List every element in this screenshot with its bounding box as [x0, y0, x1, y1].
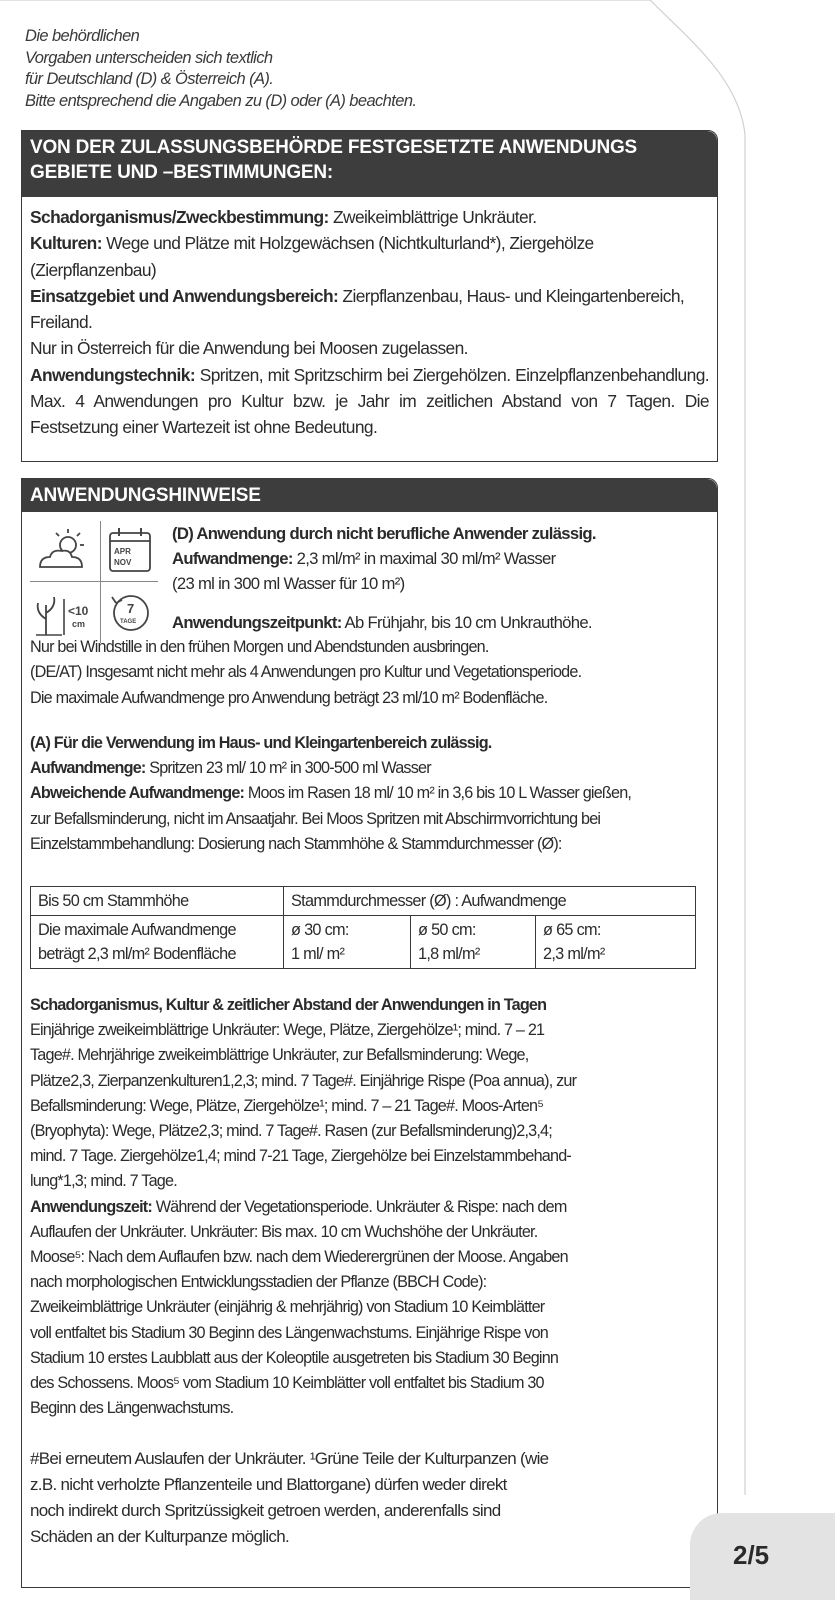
- section-approved-uses: [21, 130, 718, 462]
- a-usage-block: (A) Für die Verwendung im Haus- und Kleingartenbereich zulässig. Aufwandmenge: Spritzen 23 ml/ 10 m² in 300-500 ml Wasser Abweichende Aufwandmenge: Moos im Rasen 18 ml/ 10 m² in 3,6 bis 10 L Wasser gießen, zur Befallsminderung, nicht im Ansaatjahr. Bei Moos Spritzen mit Abschirmvorrichtung bei Einzelstammbehandlung: Dosierung nach Stammhöhe & Stammdurchmesser (Ø):: [30, 734, 632, 853]
- interval-unit: TAGE: [120, 619, 137, 625]
- height-value: <10: [68, 604, 89, 618]
- table-cell: ø 50 cm: 1,8 ml/m²: [411, 916, 536, 969]
- table-row: [31, 916, 696, 969]
- height-unit: cm: [72, 619, 86, 629]
- interval-value: 7: [127, 601, 135, 616]
- section-body: [22, 197, 717, 441]
- d-usage-block: (D) Anwendung durch nicht berufliche Anwender zulässig. Aufwandmenge: 2,3 ml/m² in maximal 30 ml/m² Wasser (23 ml in 300 ml Wasser für 10 m²): [172, 524, 596, 594]
- section-heading: ANWENDUNGSHINWEISE: [22, 479, 717, 512]
- intro-line: für Deutschland (D) & Österreich (A).: [25, 70, 274, 88]
- calendar-end: NOV: [114, 558, 132, 567]
- einsatz-paragraph: Einsatzgebiet und Anwendungsbereich: Zierpflanzenbau, Haus- und Kleingartenbereich, Freiland.: [30, 285, 685, 333]
- intro-line: Die behördlichen: [25, 27, 140, 45]
- section-heading: VON DER ZULASSUNGSBEHÖRDE FESTGESETZTE ANWENDUNGS GEBIETE UND –BESTIMMUNGEN:: [22, 131, 717, 197]
- page-number: 2/5: [733, 1540, 770, 1570]
- schad-block: Schadorganismus, Kultur & zeitlicher Abstand der Anwendungen in Tagen Einjährige zweikeimblättrige Unkräuter: Wege, Plätze, Ziergehölze¹; mind. 7 – 21 Tage#. Mehrjährige zweikeimblättrige Unkräuter, zur Befallsminderung: Wege, Plätze2,3, Zierpanzenkulturen1,2,3; mind. 7 Tage#. Einjährige Rispe (Poa annua), zur Befallsminderung: Wege, Plätze, Ziergehölze¹; mind. 7 – 21 Tage#. Moos-Arten⁵ (Bryophyta): Wege, Plätze2,3; mind. 7 Tage#. Rasen (zur Befallsminderung)2,3,4; mind. 7 Tage. Ziergehölze1,4; mind 7-21 Tage, Ziergehölze bei Einzelstammbehand- lung*1,3; mind. 7 Tage. Anwendungszeit: Während der Vegetationsperiode. Unkräuter & Rispe: nach dem Auflaufen der Unkräuter. Unkräuter: Bis max. 10 cm Wuchshöhe der Unkräuter. Moose⁵: Nach dem Auflaufen bzw. nach dem Wiederergrünen der Moose. Angaben nach morphologischen Entwicklungsstadien der Pflanze (BBCH Code): Zweikeimblättrige Unkräuter (einjährig & mehrjährig) von Stadium 10 Keimblätter voll entfaltet bis Stadium 30 Beginn des Längenwachstums. Einjährige Rispe von Stadium 10 erstes Laubblatt aus der Koleoptile ausgetreten bis Stadium 30 Beginn des Schossens. Moos⁵ vom Stadium 10 Keimblätter voll entfaltet bis Stadium 30 Beginn des Längenwachstums.: [30, 996, 577, 1418]
- table-cell: Die maximale Aufwandmenge beträgt 2,3 ml/m² Bodenfläche: [31, 916, 284, 969]
- intro-line: Bitte entsprechend die Angaben zu (D) oder (A) beachten.: [25, 91, 417, 110]
- kulturen-paragraph: Kulturen: Wege und Plätze mit Holzgewächsen (Nichtkulturland*), Ziergehölze (Zierpflanzenbau): [30, 233, 594, 280]
- calendar-start: APR: [114, 547, 131, 556]
- table-cell: ø 65 cm: 2,3 ml/m²: [536, 916, 696, 969]
- table-row: [31, 887, 696, 916]
- section-usage-notes: [21, 478, 718, 1588]
- moos-paragraph: Nur in Österreich für die Anwendung bei Moosen zugelassen.: [30, 338, 468, 359]
- dosage-table: [30, 886, 696, 969]
- schad-paragraph: Schadorganismus/Zweckbestimmung: Zweikeimblättrige Unkräuter.: [30, 207, 537, 227]
- technik-paragraph: Anwendungstechnik: Spritzen, mit Spritzschirm bei Ziergehölzen. Einzelpflanzenbehandlung. Max. 4 Anwendungen pro Kultur bzw. je Jahr im zeitlichen Abstand von 7 Tagen. Die Festsetzung einer Wartezeit ist ohne Bedeutung.: [30, 364, 709, 438]
- intro-line: Vorgaben unterscheiden sich textlich: [25, 48, 273, 67]
- footnote-block: #Bei erneutem Auslaufen der Unkräuter. ¹Grüne Teile der Kulturpanzen (wie z.B. nicht verholzte Pflanzenteile und Blattorgane) dürfen weder direkt noch indirekt durch Spritzüssigkeit getroen werden, anderenfalls sind Schäden an der Kulturpanze möglich.: [30, 1449, 549, 1546]
- intro-note: [25, 26, 665, 112]
- table-header-cell: Stammdurchmesser (Ø) : Aufwandmenge: [284, 887, 696, 916]
- table-cell: ø 30 cm: 1 ml/ m²: [284, 916, 411, 969]
- table-header-cell: Bis 50 cm Stammhöhe: [31, 887, 284, 916]
- d-usage-block-2: Anwendungszeitpunkt: Ab Frühjahr, bis 10 cm Unkrauthöhe. Nur bei Windstille in den frühen Morgen und Abendstunden ausbringen. (DE/AT) Insgesamt nicht mehr als 4 Anwendungen pro Kultur und Vegetationsperiode. Die maximale Aufwandmenge pro Anwendung beträgt 23 ml/10 m² Bodenfläche.: [30, 613, 592, 707]
